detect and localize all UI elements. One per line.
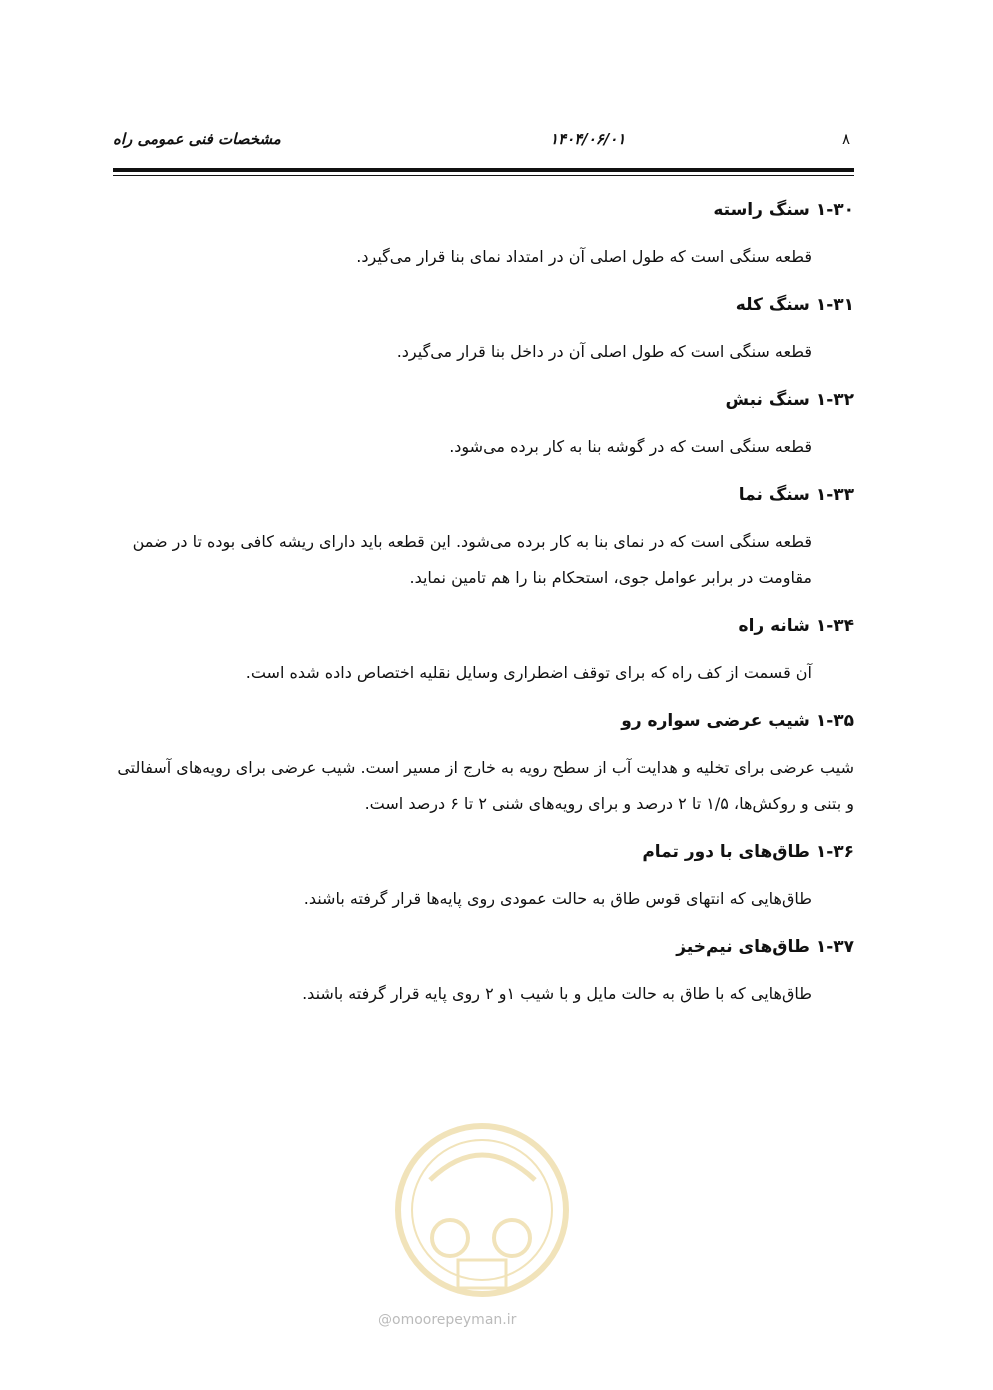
section-body: قطعه سنگی است که طول اصلی آن در داخل بنا قرار می‌گیرد. [396,342,812,361]
section-1-36 [114,837,854,917]
document-title: مشخصات فنی عمومی راه [113,130,281,148]
section-title: ۱-۳۶ طاق‌های با دور تمام [642,842,854,862]
section-title: ۱-۳۴ شانه راه [738,616,854,636]
section-1-32 [114,385,854,465]
document-date: ۱۴۰۴/۰۶/۰۱ [550,130,626,148]
section-1-30 [114,195,854,275]
section-body: طاق‌هایی که انتهای قوس طاق به حالت عمودی روی پایه‌ها قرار گرفته باشند. [303,889,812,908]
page-number: ۸ [841,130,850,148]
section-body: قطعه سنگی است که در گوشه بنا به کار برده می‌شود. [449,437,812,456]
section-body: شیب عرضی برای تخلیه و هدایت آب از سطح رویه به خارج از مسیر است. شیب عرضی برای رویه‌های آسفالتی و بتنی و روکش‌ها، ۱/۵ تا ۲ درصد و برای رویه‌های شنی ۲ تا ۶ درصد است. [117,758,854,813]
section-1-34 [114,611,854,691]
section-title: ۱-۳۷ طاق‌های نیم‌خیز [676,937,854,957]
omoorepeyman-seal-logo-icon [390,1110,575,1315]
section-body: قطعه سنگی است که طول اصلی آن در امتداد نمای بنا قرار می‌گیرد. [356,247,812,266]
section-title: ۱-۳۳ سنگ نما [738,485,854,505]
section-body: قطعه سنگی است که در نمای بنا به کار برده می‌شود. این قطعه باید دارای ریشه کافی بوده تا در ضمن مقاومت در برابر عوامل جوی، استحکام بنا را هم تامین نماید. [132,532,812,587]
section-title: ۱-۳۱ سنگ کله [735,295,854,315]
section-1-37 [114,932,854,1012]
header-rule-thick [113,168,854,172]
section-body: آن قسمت از کف راه که برای توقف اضطراری وسایل نقلیه اختصاص داده شده است. [245,663,812,682]
section-1-31 [114,290,854,370]
section-1-35 [114,706,854,822]
section-body: طاق‌هایی که با طاق به حالت مایل و با شیب ۱و ۲ روی پایه قرار گرفته باشند. [302,984,812,1003]
header-rule-thin [113,175,854,176]
section-1-33 [114,480,854,596]
watermark-url: @omoorepeyman.ir [378,1312,517,1328]
section-title: ۱-۳۵ شیب عرضی سواره رو [621,711,854,731]
document-body [114,195,854,1012]
section-title: ۱-۳۲ سنگ نبش [725,390,854,410]
page-header [113,124,854,156]
section-title: ۱-۳۰ سنگ راسته [713,200,854,220]
